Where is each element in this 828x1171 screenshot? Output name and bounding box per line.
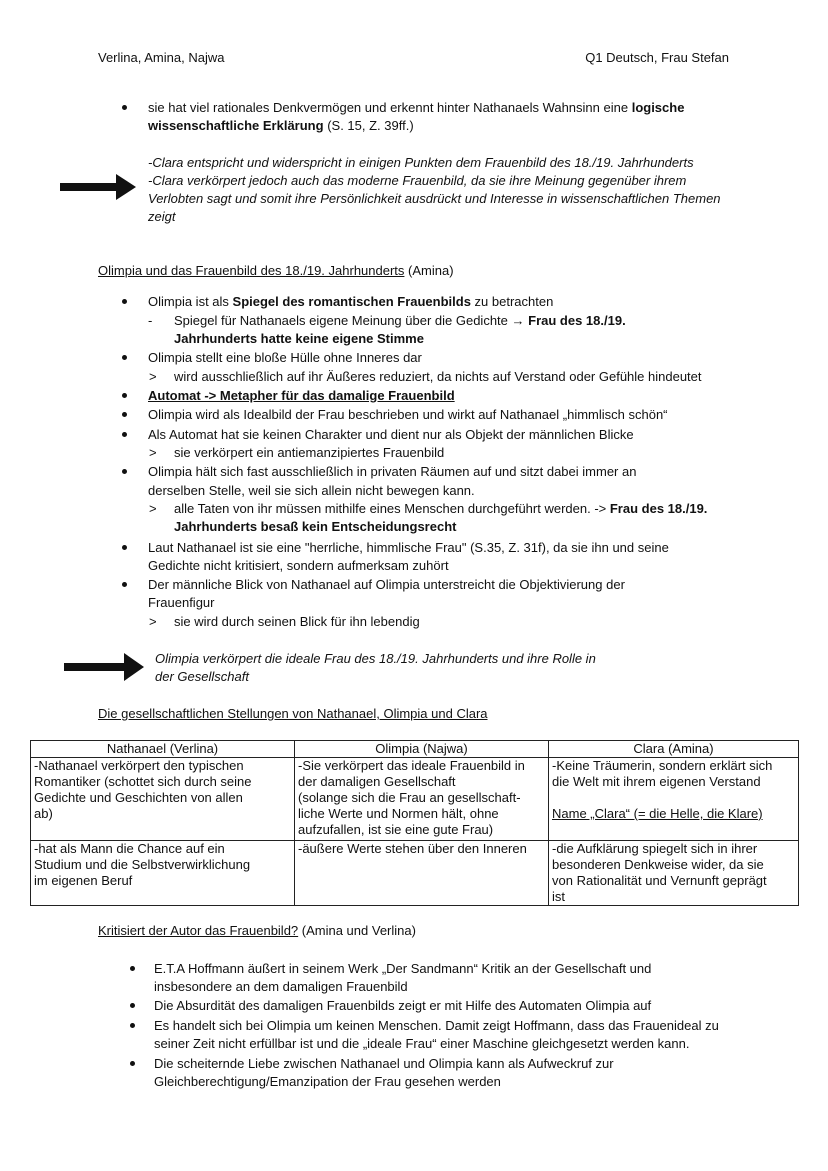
- comparison-table: [30, 740, 799, 906]
- table-cell: -hat als Mann die Chance auf ein Studium und die Selbstverwirklichung im eigenen Beruf: [31, 841, 295, 906]
- bullet-icon: [122, 412, 127, 417]
- bullet-icon: [122, 355, 127, 360]
- bullet-icon: [122, 432, 127, 437]
- intro-conclusion: -Clara entspricht und widerspricht in einigen Punkten dem Frauenbild des 18./19. Jahrhunderts -Clara verkörpert jedoch auch das moderne Frauenbild, da sie ihre Meinung gegenüber ihrem Verlobten sagt und somit ihre Persönlichkeit ausdrückt und Interesse in wissenschaftlichen Themen zeigt: [148, 155, 721, 224]
- table-cell: -Sie verkörpert das ideale Frauenbild in der damaligen Gesellschaft (solange sich die Frau an gesellschaft- liche Werte und Normen hält, ohne aufzufallen, ist sie eine gute Frau): [295, 758, 549, 841]
- olimpia-sub-6: alle Taten von ihr müssen mithilfe eines Menschen durchgeführt werden. -> Frau des 18./19.: [174, 501, 708, 516]
- bullet-icon: [130, 1003, 135, 1008]
- bullet-icon: [122, 105, 127, 110]
- olimpia-bullet-5: Als Automat hat sie keinen Charakter und dient nur als Objekt der männlichen Blicke: [148, 427, 634, 442]
- bullet-icon: [122, 469, 127, 474]
- bullet-icon: [122, 582, 127, 587]
- bullet-icon: [130, 1061, 135, 1066]
- table-row: [31, 758, 799, 841]
- section-heading-critique: Kritisiert der Autor das Frauenbild? (Amina und Verlina): [98, 923, 416, 938]
- olimpia-bullet-2: Olimpia stellt eine bloße Hülle ohne Inneres dar: [148, 350, 422, 365]
- critique-bullet-1-cont: insbesondere an dem damaligen Frauenbild: [154, 979, 408, 994]
- olimpia-sub-2: wird ausschließlich auf ihr Äußeres reduziert, da nichts auf Verstand oder Gefühle hindeutet: [174, 369, 702, 384]
- intro-bullet-line1: sie hat viel rationales Denkvermögen und erkennt hinter Nathanaels Wahnsinn eine logische: [148, 100, 685, 115]
- section-heading-olimpia: Olimpia und das Frauenbild des 18./19. Jahrhunderts (Amina): [98, 263, 454, 278]
- column-header-olimpia: Olimpia (Najwa): [295, 741, 549, 758]
- table-cell: -Nathanael verkörpert den typischen Romantiker (schottet sich durch seine Gedichte und Geschichten von allen ab): [31, 758, 295, 841]
- table-cell: -äußere Werte stehen über den Inneren: [295, 841, 549, 906]
- bullet-icon: [130, 1023, 135, 1028]
- gt-marker: >: [149, 445, 157, 460]
- olimpia-sub-8: sie wird durch seinen Blick für ihn lebendig: [174, 614, 420, 629]
- gt-marker: >: [149, 369, 157, 384]
- right-arrow-icon: [60, 174, 136, 200]
- gt-marker: >: [149, 614, 157, 629]
- olimpia-sub-1-cont: Jahrhunderts hatte keine eigene Stimme: [174, 331, 424, 346]
- column-header-nathanael: Nathanael (Verlina): [31, 741, 295, 758]
- olimpia-sub-6-cont: Jahrhunderts besaß kein Entscheidungsrecht: [174, 519, 457, 534]
- table-cell: -Keine Träumerin, sondern erklärt sich die Welt mit ihrem eigenen Verstand Name „Clara“ (= die Helle, die Klare): [549, 758, 799, 841]
- critique-bullet-3: Es handelt sich bei Olimpia um keinen Menschen. Damit zeigt Hoffmann, dass das Frauenideal zu: [154, 1018, 719, 1033]
- olimpia-bullet-3: Automat -> Metapher für das damalige Frauenbild: [148, 388, 455, 403]
- column-header-clara: Clara (Amina): [549, 741, 799, 758]
- olimpia-conclusion: Olimpia verkörpert die ideale Frau des 18./19. Jahrhunderts und ihre Rolle in: [155, 651, 596, 666]
- header-course: Q1 Deutsch, Frau Stefan: [585, 50, 729, 65]
- intro-bullet-line2: wissenschaftliche Erklärung (S. 15, Z. 39ff.): [148, 118, 414, 133]
- olimpia-bullet-8-cont: Frauenfigur: [148, 595, 215, 610]
- dash-marker: -: [148, 313, 153, 328]
- critique-bullet-4: Die scheiternde Liebe zwischen Nathanael und Olimpia kann als Aufweckruf zur: [154, 1056, 614, 1071]
- bullet-icon: [122, 545, 127, 550]
- table-cell: -die Aufklärung spiegelt sich in ihrer besonderen Denkweise wider, da sie von Rationalität und Vernunft geprägt ist: [549, 841, 799, 906]
- gt-marker: >: [149, 501, 157, 516]
- clara-name-meaning: Name „Clara“ (= die Helle, die Klare): [552, 806, 763, 821]
- bullet-icon: [122, 393, 127, 398]
- table-header-row: [31, 741, 799, 758]
- olimpia-sub-1: Spiegel für Nathanaels eigene Meinung über die Gedichte → Frau des 18./19.: [174, 313, 626, 328]
- olimpia-bullet-8: Der männliche Blick von Nathanael auf Olimpia unterstreicht die Objektivierung der: [148, 577, 625, 592]
- right-arrow-icon: [64, 653, 144, 681]
- olimpia-bullet-6: Olimpia hält sich fast ausschließlich in privaten Räumen auf und sitzt dabei immer an: [148, 464, 637, 479]
- olimpia-bullet-7-cont: Gedichte nicht kritisiert, sondern aufmerksam zuhört: [148, 558, 449, 573]
- bullet-icon: [130, 966, 135, 971]
- olimpia-bullet-6-cont: derselben Stelle, weil sie sich allein nicht bewegen kann.: [148, 483, 475, 498]
- bullet-icon: [122, 299, 127, 304]
- olimpia-bullet-1: Olimpia ist als Spiegel des romantischen Frauenbilds zu betrachten: [148, 294, 554, 309]
- critique-bullet-3-cont: seiner Zeit nicht erfüllbar ist und die „ideale Frau“ einer Maschine gleichgesetzt werden kann.: [154, 1036, 690, 1051]
- olimpia-sub-5: sie verkörpert ein antiemanzipiertes Frauenbild: [174, 445, 445, 460]
- olimpia-bullet-7: Laut Nathanael ist sie eine "herrliche, himmlische Frau" (S.35, Z. 31f), da sie ihn und seine: [148, 540, 669, 555]
- table-row: [31, 841, 799, 906]
- critique-bullet-2: Die Absurdität des damaligen Frauenbilds zeigt er mit Hilfe des Automaten Olimpia auf: [154, 998, 652, 1013]
- olimpia-bullet-4: Olimpia wird als Idealbild der Frau beschrieben und wirkt auf Nathanael „himmlisch schön“: [148, 407, 668, 422]
- section-heading-table: Die gesellschaftlichen Stellungen von Nathanael, Olimpia und Clara: [98, 706, 488, 721]
- olimpia-conclusion-cont: der Gesellschaft: [155, 669, 249, 684]
- critique-bullet-1: E.T.A Hoffmann äußert in seinem Werk „Der Sandmann“ Kritik an der Gesellschaft und: [154, 961, 652, 976]
- header-authors: Verlina, Amina, Najwa: [98, 50, 225, 65]
- critique-bullet-4-cont: Gleichberechtigung/Emanzipation der Frau gesehen werden: [154, 1074, 501, 1089]
